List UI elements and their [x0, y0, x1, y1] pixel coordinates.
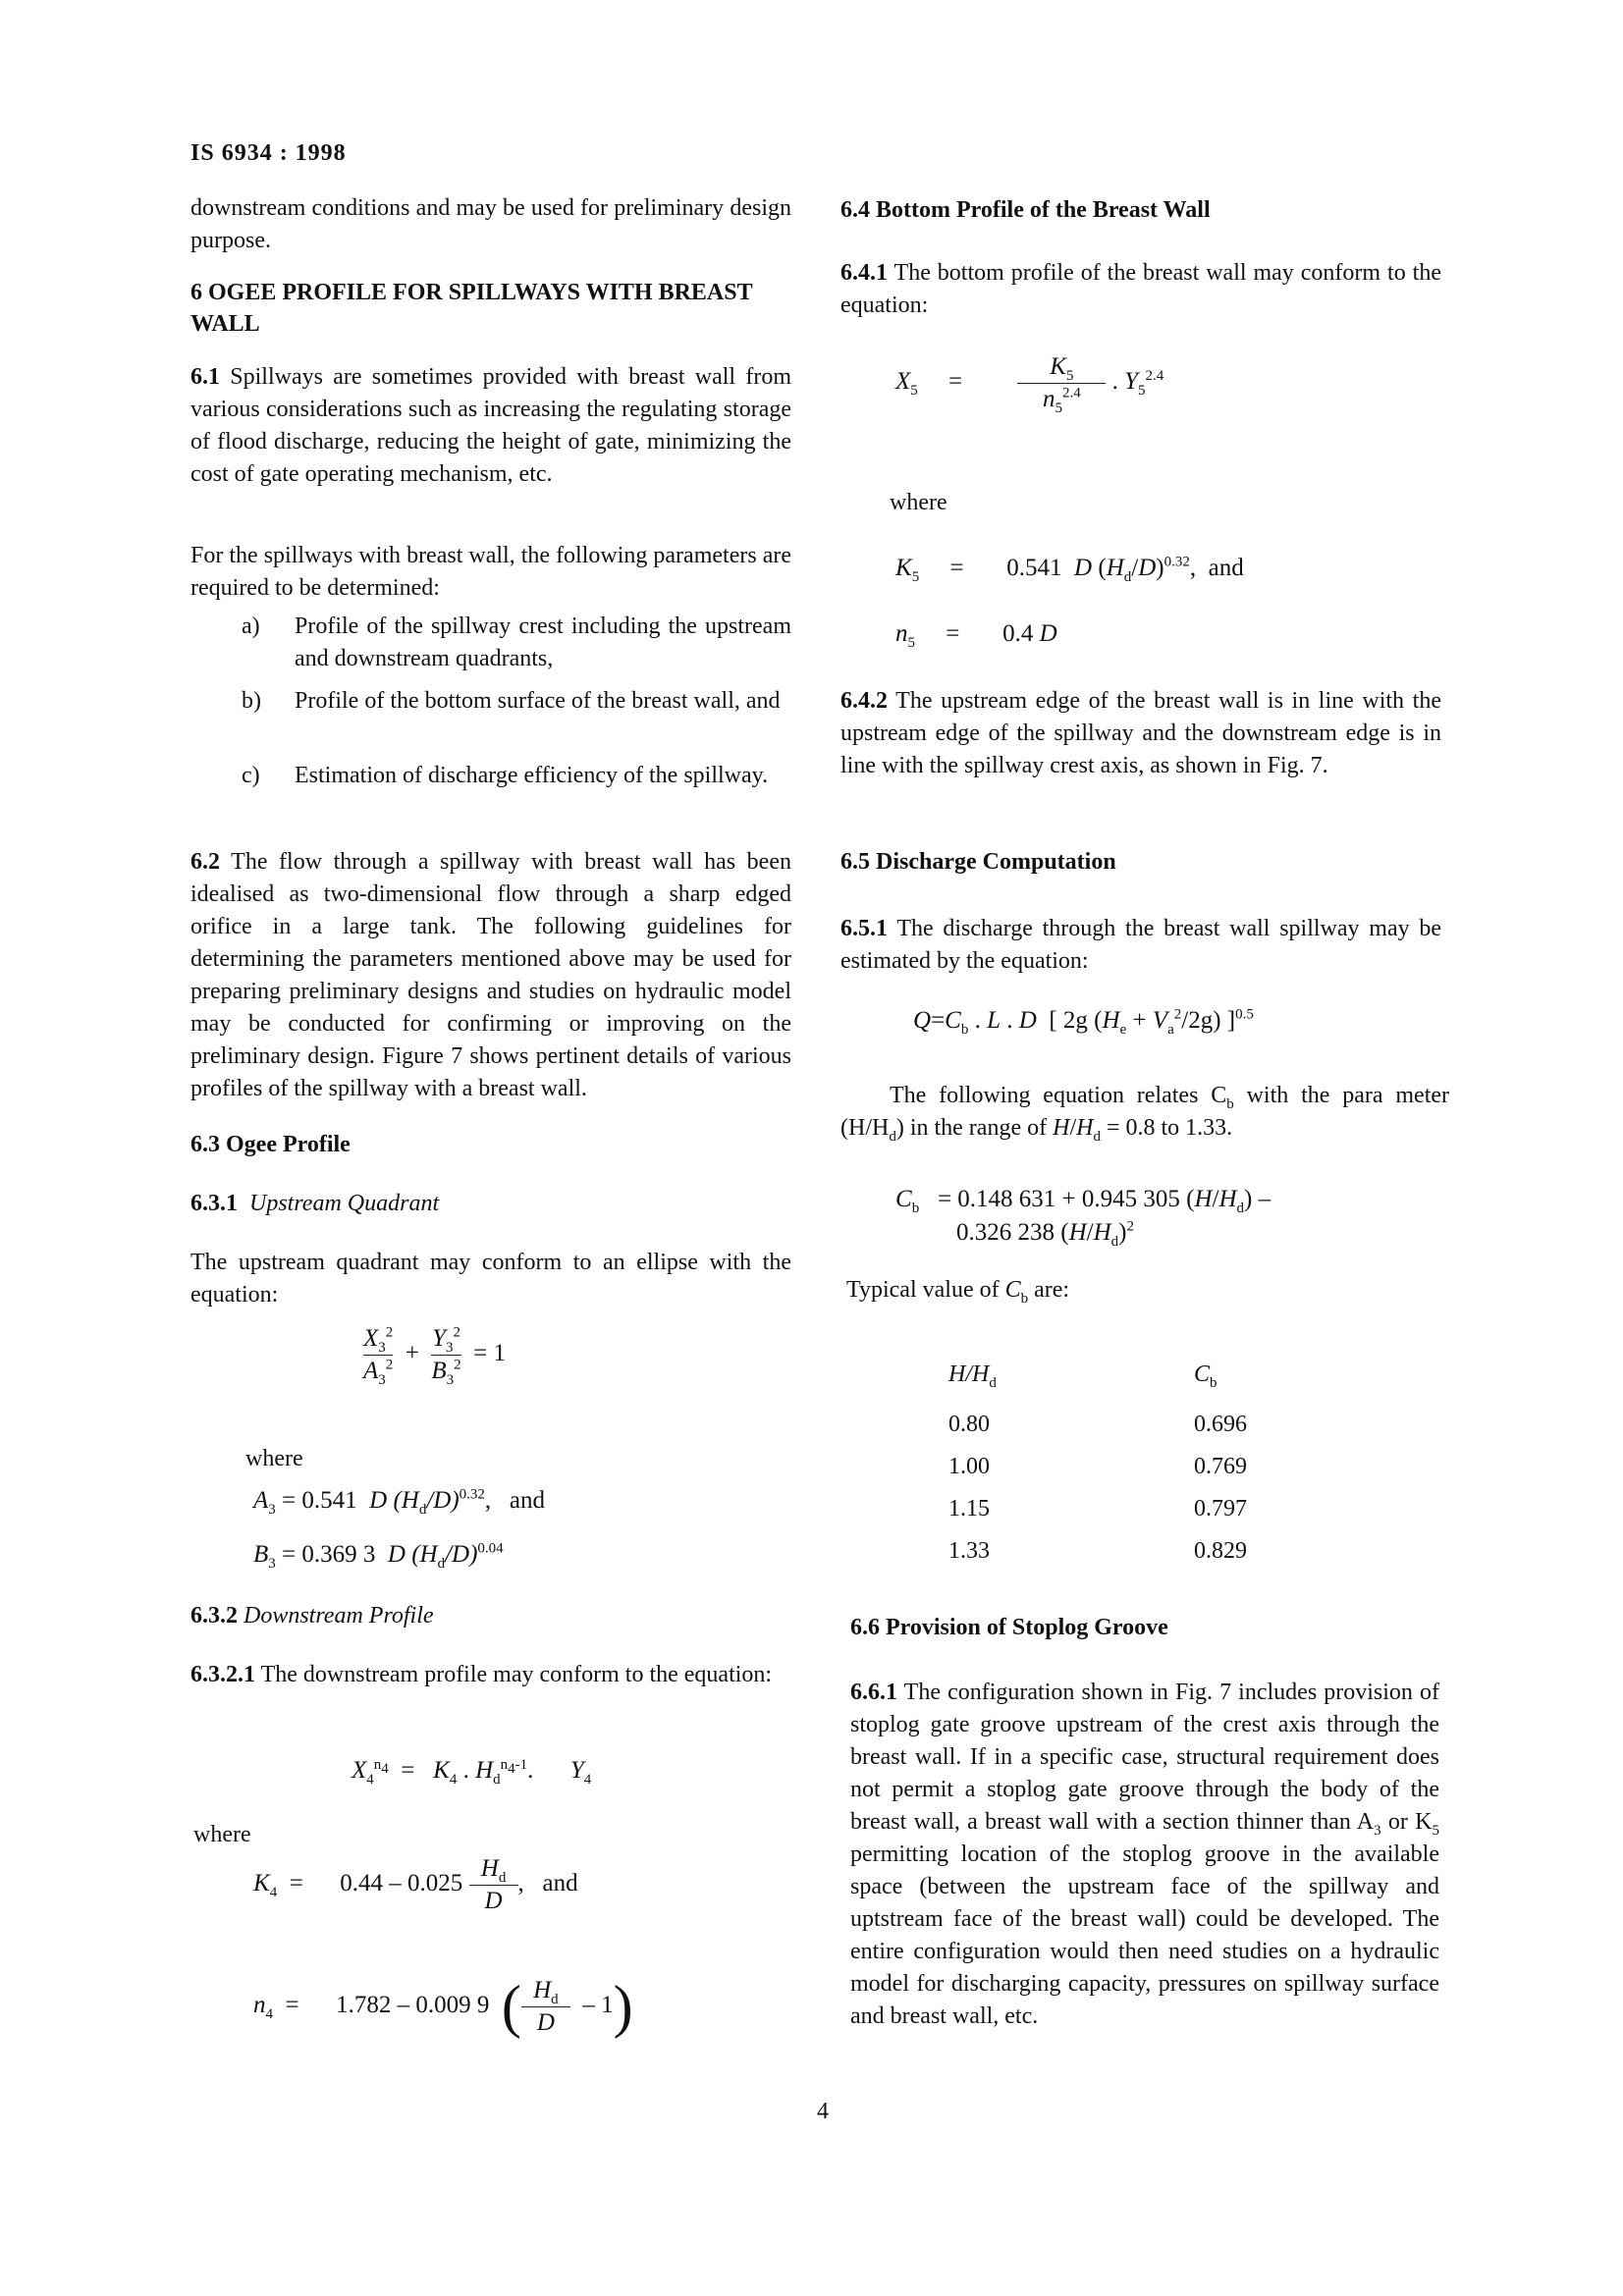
list-item: b) Profile of the bottom surface of the breast wall, and [242, 688, 781, 714]
downstream-equation: $X_4^{n_4} = K_4$ . $H_d^{n_4-1}$. $Y_4$ [352, 1756, 592, 1788]
cb-values-table [948, 1345, 1247, 1573]
x5-equation: $X_5$ = $K_5$ $n_5^{2.4}$ . $Y_5^{2.4}$ [895, 353, 1164, 416]
para-6-6-1: 6.6.1 The configuration shown in Fig. 7 includes provision of stoplog gate groove upstream of the crest axis through the breast wall. If in a specific case, structural requirement does not permit a stoplog gate groove through the body of the breast wall, a breast wall with a section thinner than $A_3$ or $K_5$ permitting location of the stoplog groove in the available space (between the upstream face of the spillway and uptstream face of the breast wall) could be developed. The entire configuration would then need studies on a hydraulic model for discharging capacity, pressures on spillway surface and breast wall, etc. [850, 1680, 1440, 2029]
header-cb: $C_b$ [1194, 1361, 1217, 1391]
heading-6-3-1: 6.3.1 Upstream Quadrant [190, 1191, 440, 1216]
k4-equation: $K_4$ = 0.44 – 0.025 $H_d$ D, and [253, 1855, 578, 1914]
page-number: 4 [817, 2099, 829, 2124]
standard-number: IS 6934 : 1998 [190, 140, 347, 166]
header-h-hd: $H/H_d$ [948, 1361, 997, 1391]
table-row: 1.33 0.829 [948, 1538, 1247, 1564]
para-6-3-2-1: 6.3.2.1 The downstream profile may conform to the equation: [190, 1662, 773, 1687]
heading-6-4: 6.4 Bottom Profile of the Breast Wall [840, 197, 1211, 223]
list-item: a) Profile of the spillway crest including the upstream and downstream quadrants, [242, 614, 791, 671]
list-item: c) Estimation of discharge efficiency of the spillway. [242, 763, 769, 788]
heading-6-3-2: 6.3.2 Downstream Profile [190, 1603, 434, 1629]
table-row: 1.00 0.769 [948, 1454, 1247, 1479]
para-6-1: 6.1 Spillways are sometimes provided with breast wall from various considerations such as increasing the regulating storage of flood discharge, reducing the height of gate, minimizing the cost of gate operating mechanism, etc. [190, 364, 791, 487]
table-header [948, 1345, 1247, 1404]
a3-equation: $A_3 = 0.541$ D $(H_d/D)^{0.32}$, and [253, 1486, 546, 1518]
table-row: 1.15 0.797 [948, 1496, 1247, 1522]
para-6-5-1: 6.5.1 The discharge through the breast wall spillway may be estimated by the equation: [840, 916, 1441, 974]
cb-equation: $C_b$ = 0.148 631 + 0.945 305 $(H/H_d)$ – 0.326 238 $(H/H_d)^2$ [895, 1186, 1271, 1250]
heading-6-6: 6.6 Provision of Stoplog Groove [850, 1615, 1168, 1640]
table-row: 0.80 0.696 [948, 1412, 1247, 1437]
where-label-3: where [890, 490, 947, 515]
b3-equation: $B_3 = 0.369$ 3 D $(H_d/D)^{0.04}$ [253, 1540, 504, 1572]
heading-6-3: 6.3 Ogee Profile [190, 1132, 351, 1157]
parameter-list [242, 611, 791, 834]
para-6-3-1: The upstream quadrant may conform to an ellipse with the equation: [190, 1250, 791, 1308]
k5-equation: $K_5$ = 0.541 D $(H_d/D)^{0.32}$, and [895, 554, 1244, 585]
n4-equation: $n_4$ = 1.782 – 0.009 9 ( $H_d$ D – 1) [253, 1974, 633, 2039]
para-6-4-2: 6.4.2 The upstream edge of the breast wall is in line with the upstream edge of the spillway and the downstream edge is in line with the spillway crest axis, as shown in Fig. 7. [840, 688, 1441, 778]
n5-equation: $n_5$ = 0.4 D [895, 620, 1057, 651]
where-label-2: where [193, 1822, 251, 1847]
intro-paragraph: downstream conditions and may be used for preliminary design purpose. [190, 195, 791, 253]
discharge-equation: $Q=C_b$ . L . D [ 2g $(H_e + V_a^2/2g)$ ]$^{0.5}$ [913, 1006, 1254, 1038]
where-label-1: where [245, 1446, 303, 1471]
para-6-4-1: 6.4.1 The bottom profile of the breast wall may conform to the equation: [840, 260, 1441, 318]
heading-6-5: 6.5 Discharge Computation [840, 849, 1116, 875]
typical-values-line: Typical value of $C_b$ are: [846, 1277, 1070, 1307]
ellipse-equation: $X_3^2$ $A_3^2 + Y_3^2$ $B_3^2 = 1$ [363, 1324, 507, 1388]
para-6-2: 6.2 The flow through a spillway with breast wall has been idealised as two-dimensional flow through a sharp edged orifice in a large tank. The following guidelines for determining the parameters mentioned above may be used for preparing preliminary designs and studies on hydraulic model may be conducted for confirming or improving on the preliminary design. Figure 7 shows pertinent details of various profiles of the spillway with a breast wall. [190, 849, 791, 1101]
section-6-heading: 6 OGEE PROFILE FOR SPILLWAYS WITH BREAST WALL [190, 280, 753, 337]
para-6-1-b: For the spillways with breast wall, the following parameters are required to be determined: [190, 543, 791, 601]
para-6-5-1-b: The following equation relates $C_b$ with the para meter $(H/H_d)$ in the range of $H/H_d = 0.8$ to 1.33. [840, 1083, 1450, 1145]
